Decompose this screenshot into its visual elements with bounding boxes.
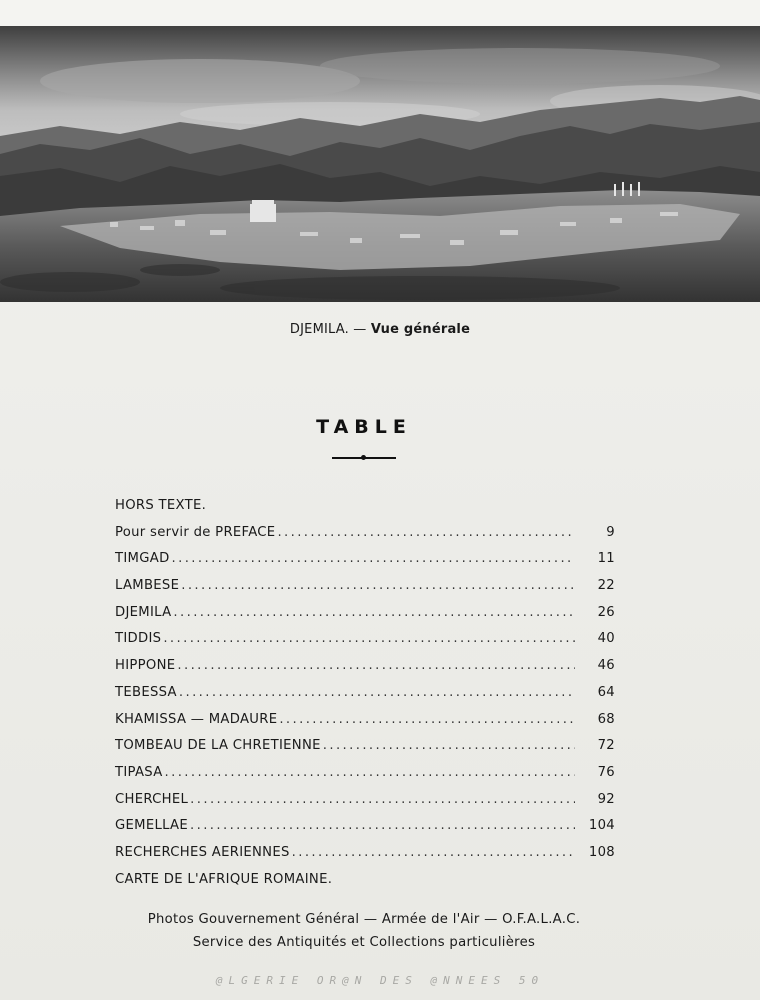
toc-page-number: 68 — [597, 711, 615, 727]
toc-row-cherchel — [115, 790, 615, 817]
djemila-panorama-photo — [0, 26, 760, 302]
photo-caption — [0, 322, 760, 337]
toc-label: CARTE DE L'AFRIQUE ROMAINE. — [115, 871, 333, 887]
watermark: @LGERIE OR@N DES @NNEES 50 — [215, 974, 545, 987]
heading-ornament — [332, 455, 396, 461]
dot-leader — [181, 576, 575, 596]
table-of-contents — [115, 496, 615, 896]
dot-leader — [165, 763, 575, 783]
toc-label: HORS TEXTE. — [115, 498, 207, 513]
toc-label: HIPPONE — [115, 658, 176, 674]
dot-leader — [163, 629, 575, 649]
toc-row-hors-texte — [115, 496, 615, 523]
dot-leader — [172, 549, 575, 569]
dot-leader — [179, 683, 575, 703]
toc-page-number: 26 — [597, 604, 615, 620]
toc-label: KHAMISSA — MADAURE — [115, 711, 278, 727]
caption-place: DJEMILA. — — [289, 322, 367, 337]
toc-page-number: 76 — [597, 764, 615, 780]
toc-label: CHERCHEL — [115, 791, 189, 807]
toc-label: TOMBEAU DE LA CHRETIENNE — [115, 738, 321, 754]
toc-row-carte — [115, 870, 615, 897]
top-margin — [0, 0, 760, 26]
toc-label: LAMBESE — [115, 578, 180, 594]
toc-row-hippone — [115, 656, 615, 683]
caption-subtitle: Vue générale — [370, 322, 471, 337]
toc-label: DJEMILA — [115, 604, 172, 620]
toc-row-preface — [115, 523, 615, 550]
toc-page-number: 22 — [597, 578, 615, 594]
toc-page-number: 108 — [588, 844, 615, 860]
toc-label: TIDDIS — [115, 631, 162, 647]
toc-page-number: 72 — [597, 738, 615, 754]
toc-label: TIPASA — [115, 764, 163, 780]
toc-row-timgad — [115, 549, 615, 576]
credits-line-1: Photos Gouvernement Général — Armée de l'Air — O.F.A.L.A.C. — [147, 912, 581, 927]
dot-leader — [277, 523, 575, 543]
credits-line-2: Service des Antiquités et Collections particulières — [192, 935, 536, 950]
toc-label: RECHERCHES AERIENNES — [115, 844, 290, 860]
toc-row-khamissa-madaure — [115, 710, 615, 737]
dot-leader — [323, 736, 575, 756]
toc-row-recherches-aeriennes — [115, 843, 615, 870]
toc-page-number: 40 — [597, 631, 615, 647]
dot-leader — [279, 710, 575, 730]
toc-row-tiddis — [115, 629, 615, 656]
toc-page-number: 11 — [597, 551, 615, 567]
toc-page-number: 64 — [597, 684, 615, 700]
dot-leader — [292, 843, 575, 863]
toc-row-djemila — [115, 603, 615, 630]
toc-label: TIMGAD — [115, 551, 170, 567]
toc-row-tebessa — [115, 683, 615, 710]
photo-credits — [0, 908, 728, 954]
toc-row-gemellae — [115, 816, 615, 843]
toc-label: Pour servir de PREFACE — [115, 524, 276, 540]
dot-leader — [190, 790, 575, 810]
toc-page-number: 104 — [588, 818, 615, 834]
toc-row-tombeau — [115, 736, 615, 763]
dot-leader — [173, 603, 575, 623]
toc-page-number: 92 — [597, 791, 615, 807]
toc-row-tipasa — [115, 763, 615, 790]
dot-leader — [177, 656, 575, 676]
toc-row-lambese — [115, 576, 615, 603]
toc-label: TEBESSA — [115, 684, 177, 700]
toc-page-number: 9 — [606, 524, 615, 540]
table-heading: TABLE — [316, 416, 412, 438]
toc-label: GEMELLAE — [115, 818, 189, 834]
toc-page-number: 46 — [597, 658, 615, 674]
dot-leader — [190, 816, 575, 836]
